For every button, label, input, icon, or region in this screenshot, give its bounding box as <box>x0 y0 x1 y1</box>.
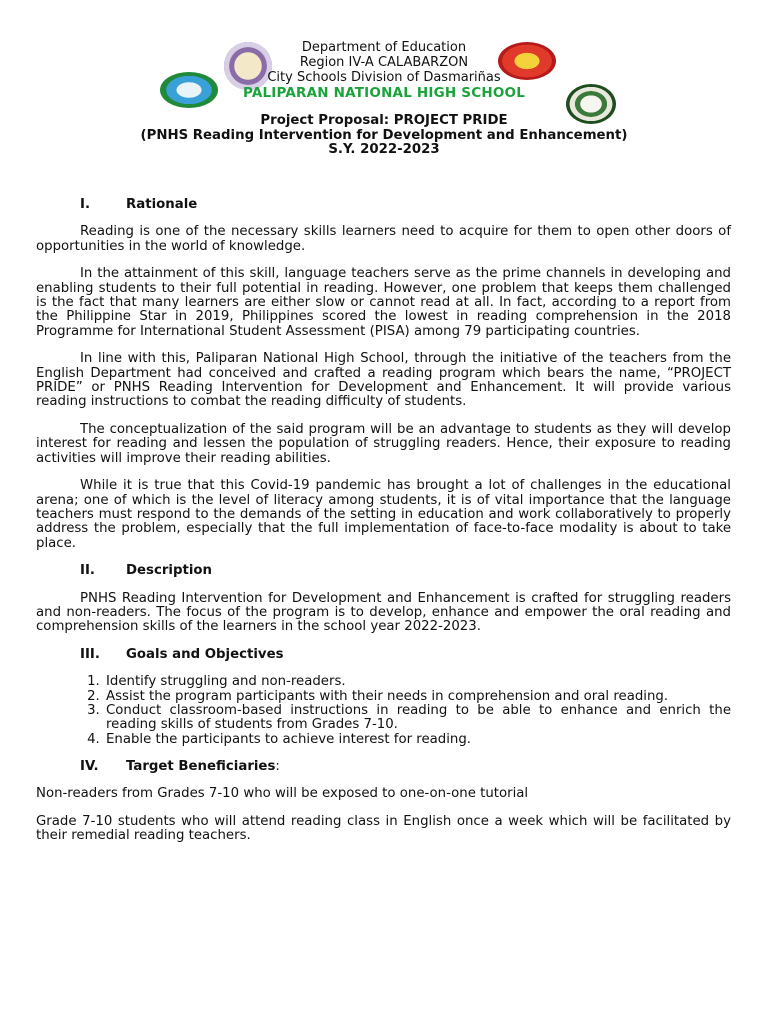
header-region: Region IV-A CALABARZON <box>299 55 469 70</box>
header-department: Department of Education <box>301 40 467 55</box>
section-number: IV. <box>80 758 99 774</box>
paragraph: Grade 7-10 students who will attend reading class in English once a week which will be facilitated by their remedial reading teachers. <box>36 814 731 844</box>
paragraph: The conceptualization of the said program will be an advantage to students as they will develop interest for reading and lessen the population of struggling readers. Hence, their exposure to reading activities will improve their reading abilities. <box>36 422 731 466</box>
document-subtitle: (PNHS Reading Intervention for Development and Enhancement) <box>140 127 628 143</box>
paragraph: In line with this, Paliparan National High School, through the initiative of the teachers from the English Department had conceived and crafted a reading program which bears the name, “PROJECT PRIDE” or PNHS Reading Intervention for Development and Enhancement. It will provide various reading instructions to combat the reading difficulty of students. <box>36 351 731 410</box>
document-title: Project Proposal: PROJECT PRIDE <box>260 113 508 128</box>
list-item: 4. Enable the participants to achieve interest for reading. <box>104 733 731 747</box>
section-title: Target Beneficiaries <box>126 758 276 774</box>
section-title-colon: : <box>275 758 280 774</box>
list-item: 1. Identify struggling and non-readers. <box>104 675 731 689</box>
paragraph: PNHS Reading Intervention for Development and Enhancement is crafted for struggling readers and non-readers. The focus of the program is to develop, enhance and empower the oral reading and comprehension skills of the learners in the school year 2022-2023. <box>36 590 731 635</box>
section-heading-goals <box>36 648 731 662</box>
header-school-name: PALIPARAN NATIONAL HIGH SCHOOL <box>242 85 525 101</box>
letterhead <box>0 40 768 101</box>
section-title: Description <box>126 563 213 579</box>
list-item: 3. Conduct classroom-based instructions in reading to be able to enhance and enrich the reading skills of students from Grades 7-10. <box>104 704 731 733</box>
section-heading-rationale <box>36 198 731 212</box>
paragraph: Reading is one of the necessary skills learners need to acquire for them to open other doors of opportunities in the world of knowledge. <box>36 224 731 254</box>
goals-list <box>36 675 731 746</box>
section-title: Rationale <box>126 197 198 212</box>
school-year: S.Y. 2022-2023 <box>328 142 440 157</box>
paragraph: In the attainment of this skill, language teachers serve as the prime channels in developing and enabling students to their full potential in reading. However, one problem that keeps them challenged is the fact that many learners are either slow or cannot read at all. In fact, according to a report from the Philippine Star in 2019, Philippines scored the lowest in reading comprehension in the 2018 Programme for International Student Assessment (PISA) among 79 participating countries. <box>36 266 731 339</box>
list-item: 2. Assist the program participants with their needs in comprehension and oral reading. <box>104 690 731 704</box>
section-heading-description <box>36 564 731 578</box>
section-number: II. <box>80 563 95 579</box>
section-heading-beneficiaries <box>36 760 731 774</box>
section-title: Goals and Objectives <box>126 647 284 663</box>
document-body <box>36 198 731 857</box>
section-number: III. <box>80 647 100 663</box>
paragraph: Non-readers from Grades 7-10 who will be exposed to one-on-one tutorial <box>36 786 529 802</box>
header-division: City Schools Division of Dasmariñas <box>267 70 501 85</box>
paragraph: While it is true that this Covid-19 pandemic has brought a lot of challenges in the educational arena; one of which is the level of literacy among students, it is of vital importance that the language teachers must respond to the demands of the setting in education and work collaboratively to properly address the problem, especially that the full implementation of face-to-face modality is about to take place. <box>36 478 731 551</box>
section-number: I. <box>80 197 90 212</box>
document-title-block <box>0 114 768 158</box>
